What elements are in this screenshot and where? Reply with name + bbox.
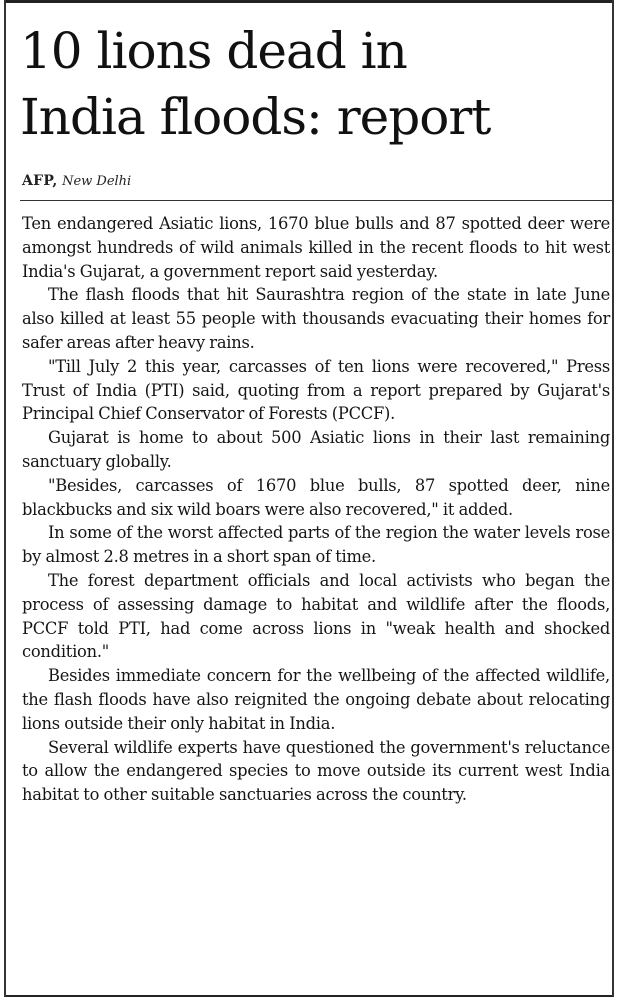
byline-divider	[20, 200, 612, 201]
paragraph-3: "Till July 2 this year, carcasses of ten lions were recovered," Press Trust of India (PTI) said, quoting from a report prepared by Gujarat's Principal Chief Conservator of Forests (PCCF).	[22, 356, 610, 424]
paragraph-4: Gujarat is home to about 500 Asiatic lions in their last remaining sanctuary globally.	[22, 428, 610, 471]
paragraph-5: "Besides, carcasses of 1670 blue bulls, 87 spotted deer, nine blackbucks and six wild boars were also recovered," it added.	[22, 475, 610, 519]
paragraph-2: The flash floods that hit Saurashtra region of the state in late June also killed at least 55 people with thousands evacuating their homes for safer areas after heavy rains.	[22, 285, 610, 352]
paragraph-8: Besides immediate concern for the wellbeing of the affected wildlife, the flash floods have also reignited the ongoing debate about relocating lions outside their only habitat in India.	[22, 666, 610, 733]
byline-location: New Delhi	[62, 174, 132, 189]
news-clipping-frame	[4, 0, 614, 997]
top-rule	[6, 0, 612, 3]
paragraph-7: The forest department officials and local activists who began the process of assessing damage to habitat and wildlife after the floods, PCCF told PTI, had come across lions in "weak health and shocked condition."	[22, 570, 610, 662]
byline	[22, 172, 131, 191]
headline	[20, 18, 610, 150]
bottom-rule	[6, 995, 612, 997]
paragraph-1: Ten endangered Asiatic lions, 1670 blue bulls and 87 spotted deer were amongst hundreds of wild animals killed in the recent floods to hit west India's Gujarat, a government report said yesterday.	[22, 214, 610, 281]
byline-agency: AFP,	[22, 173, 58, 189]
headline-line-2: India floods: report	[20, 88, 491, 146]
article-body	[22, 212, 610, 807]
paragraph-9: Several wildlife experts have questioned the government's reluctance to allow the endangered species to move outside its current west India habitat to other suitable sanctuaries across the country.	[22, 737, 610, 805]
paragraph-6: In some of the worst affected parts of the region the water levels rose by almost 2.8 metres in a short span of time.	[22, 523, 610, 567]
headline-line-1: 10 lions dead in	[20, 22, 407, 80]
